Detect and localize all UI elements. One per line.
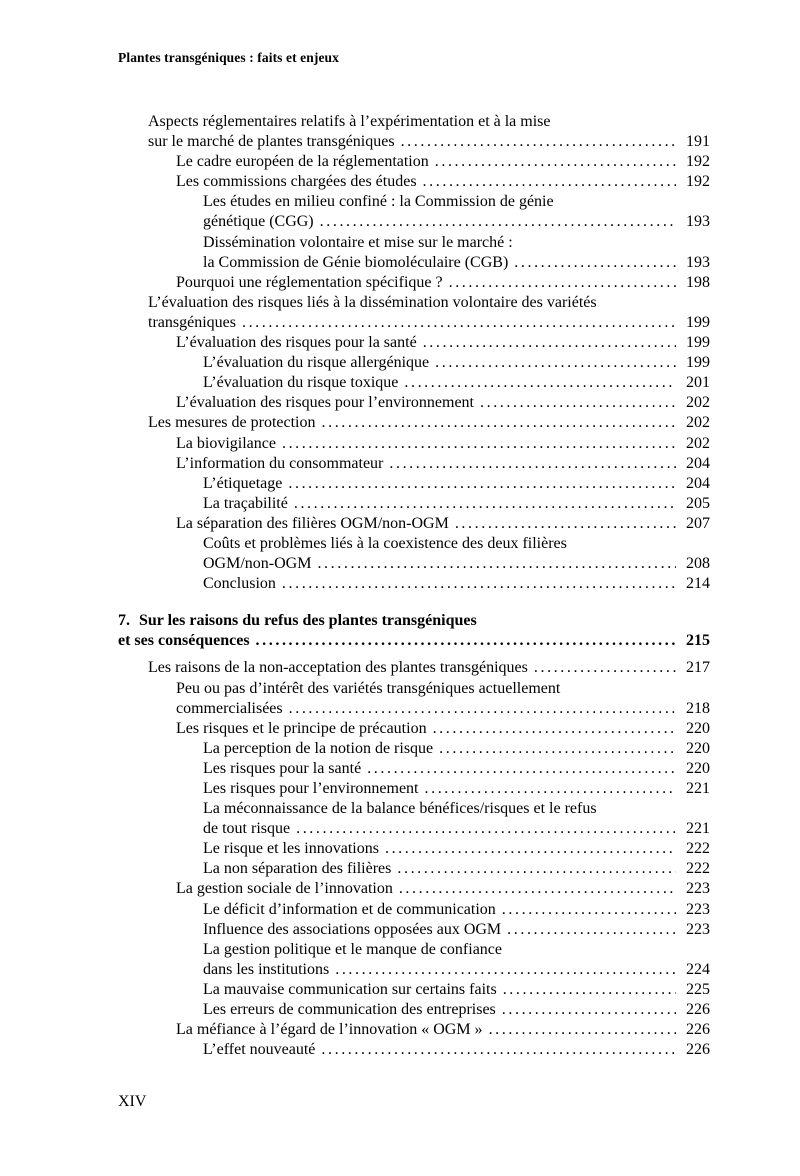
dot-leader <box>480 393 676 413</box>
toc-line <box>148 658 710 678</box>
toc-text: Influence des associations opposées aux OGM <box>203 920 502 938</box>
toc-page-number: 192 <box>686 173 710 191</box>
toc-text: La séparation des filières OGM/non-OGM <box>176 514 449 532</box>
toc-line <box>203 233 710 253</box>
toc-page-number: 224 <box>686 960 710 978</box>
toc-page-number: 204 <box>686 474 710 492</box>
toc-entry <box>203 839 710 859</box>
toc-text: commercialisées <box>176 699 283 717</box>
toc-entry <box>203 192 710 232</box>
toc-page-number: 199 <box>686 354 710 372</box>
dot-leader <box>502 1000 676 1020</box>
toc-line <box>176 172 710 192</box>
toc-entry <box>203 353 710 373</box>
dot-leader <box>317 554 676 574</box>
toc-entry <box>203 859 710 879</box>
toc-entry <box>176 454 710 474</box>
toc-line <box>148 293 710 313</box>
toc-page-number: 202 <box>686 434 710 452</box>
toc-entry <box>203 920 710 940</box>
toc-entry <box>176 1020 710 1040</box>
toc-page-number: 193 <box>686 253 710 271</box>
toc-page-number: 215 <box>686 632 710 650</box>
toc-line <box>118 611 710 631</box>
page-footer: XIV <box>118 1093 147 1110</box>
toc-text: La biovigilance <box>176 434 276 452</box>
dot-leader <box>423 333 676 353</box>
toc-text: L’évaluation des risques liés à la dissémination volontaire des variétés <box>148 293 597 311</box>
toc-page-number: 226 <box>686 1041 710 1059</box>
dot-leader <box>320 212 676 232</box>
toc-page-number: 192 <box>686 153 710 171</box>
toc-entry <box>203 534 710 574</box>
toc-line <box>203 980 710 1000</box>
toc-page-number: 202 <box>686 394 710 412</box>
toc-text: Le risque et les innovations <box>203 840 379 858</box>
toc-text: Les commissions chargées des études <box>176 173 417 191</box>
toc-text: et ses conséquences <box>118 632 250 650</box>
toc-page-number: 198 <box>686 273 710 291</box>
toc-line <box>203 940 710 960</box>
dot-leader <box>435 353 676 373</box>
toc-line <box>203 819 710 839</box>
dot-leader <box>256 631 676 651</box>
toc-entry <box>176 172 710 192</box>
toc-text: dans les institutions <box>203 960 330 978</box>
toc-page-number: 199 <box>686 313 710 331</box>
toc-line <box>203 1040 710 1060</box>
toc-entry <box>203 1000 710 1020</box>
toc-page-number: 222 <box>686 840 710 858</box>
dot-leader <box>288 474 676 494</box>
running-header: Plantes transgéniques : faits et enjeux <box>118 50 340 65</box>
dot-leader <box>389 454 676 474</box>
toc-page-number: 193 <box>686 213 710 231</box>
toc-text: La gestion sociale de l’innovation <box>176 880 393 898</box>
toc-text: La méfiance à l’égard de l’innovation « OGM » <box>176 1021 483 1039</box>
toc-line <box>176 679 710 699</box>
toc-text: La perception de la notion de risque <box>203 739 434 757</box>
chapter-number: 7. <box>118 612 130 630</box>
toc-entry <box>203 779 710 799</box>
toc-page-number: 202 <box>686 414 710 432</box>
toc-text: Les mesures de protection <box>148 414 316 432</box>
toc-line <box>148 132 710 152</box>
toc-line <box>203 960 710 980</box>
toc-entry <box>148 293 710 333</box>
toc-entry <box>203 574 710 594</box>
toc-page-number: 225 <box>686 980 710 998</box>
toc-line <box>203 253 710 273</box>
toc-text: La traçabilité <box>203 494 288 512</box>
dot-leader <box>514 253 676 273</box>
toc-text: Peu ou pas d’intérêt des variétés transgéniques actuellement <box>176 679 561 697</box>
toc-line <box>176 719 710 739</box>
dot-leader <box>423 172 676 192</box>
toc-text: Les risques pour l’environnement <box>203 780 419 797</box>
toc-text: La mauvaise communication sur certains faits <box>203 980 497 998</box>
toc-text: Les raisons de la non-acceptation des plantes transgéniques <box>148 659 528 677</box>
toc-line <box>176 434 710 454</box>
toc-page-number: 221 <box>686 780 710 797</box>
dot-leader <box>401 132 676 152</box>
toc-line <box>203 192 710 212</box>
toc-text: La non séparation des filières <box>203 860 392 878</box>
toc-page-number: 208 <box>686 555 710 573</box>
dot-leader <box>397 859 676 879</box>
toc-text: génétique (CGG) <box>203 213 314 231</box>
toc-line <box>203 574 710 594</box>
toc-entry <box>148 658 710 678</box>
toc-page-number: 223 <box>686 920 710 938</box>
toc-entry <box>176 514 710 534</box>
toc-line <box>203 554 710 574</box>
toc-text: L’effet nouveauté <box>203 1041 316 1059</box>
dot-leader <box>502 900 676 920</box>
toc-line <box>203 739 710 759</box>
toc-entry <box>203 233 710 273</box>
toc-page-number: 221 <box>686 820 710 838</box>
toc-text: Les études en milieu confiné : la Commission de génie <box>203 193 554 211</box>
toc-text: Sur les raisons du refus des plantes transgéniques <box>139 612 477 630</box>
toc-text: Le déficit d’information et de communication <box>203 900 496 918</box>
toc-page-number: 223 <box>686 900 710 918</box>
dot-leader <box>439 739 676 759</box>
dot-leader <box>503 980 676 1000</box>
toc-line <box>118 631 710 651</box>
toc-text: Les risques et le principe de précaution <box>176 719 427 737</box>
toc-line <box>203 534 710 554</box>
toc-line <box>176 699 710 719</box>
toc-line <box>176 273 710 293</box>
toc-line <box>203 353 710 373</box>
toc-page-number: 226 <box>686 1001 710 1019</box>
toc-page-number: 220 <box>686 739 710 757</box>
toc-page-number: 205 <box>686 494 710 512</box>
toc-entry <box>176 879 710 899</box>
toc-line <box>148 112 710 132</box>
toc-line <box>176 514 710 534</box>
toc-text: de tout risque <box>203 820 291 838</box>
toc-text: L’évaluation du risque toxique <box>203 374 399 392</box>
toc-line <box>203 799 710 819</box>
dot-leader <box>489 1020 676 1040</box>
toc-line <box>148 413 710 433</box>
dot-leader <box>321 1040 676 1060</box>
toc-entry <box>203 739 710 759</box>
toc-line <box>176 1020 710 1040</box>
toc-page-number: 201 <box>686 374 710 392</box>
toc-text: transgéniques <box>148 313 236 331</box>
toc-entry <box>203 940 710 980</box>
toc-text: L’évaluation du risque allergénique <box>203 354 430 372</box>
dot-leader <box>385 839 676 859</box>
toc-line <box>203 859 710 879</box>
toc-text: Dissémination volontaire et mise sur le marché : <box>203 233 513 251</box>
toc-text: OGM/non-OGM <box>203 555 312 573</box>
toc-line <box>203 212 710 232</box>
toc-page-number: 204 <box>686 454 710 472</box>
dot-leader <box>433 719 676 739</box>
toc-entry <box>203 900 710 920</box>
toc-text: la Commission de Génie biomoléculaire (CGB) <box>203 253 509 271</box>
toc-text: Les erreurs de communication des entreprises <box>203 1001 496 1019</box>
toc-entry <box>176 434 710 454</box>
toc-entry <box>203 494 710 514</box>
dot-leader <box>282 574 676 594</box>
toc-line <box>176 879 710 899</box>
toc-text: Coûts et problèmes liés à la coexistence des deux filières <box>203 534 567 552</box>
toc-line <box>176 454 710 474</box>
toc-entry <box>203 373 710 393</box>
dot-leader <box>296 819 676 839</box>
toc-page-number: 199 <box>686 334 710 352</box>
toc-page-number: 214 <box>686 575 710 593</box>
toc-line <box>176 393 710 413</box>
dot-leader <box>294 494 676 514</box>
toc-text: Pourquoi une réglementation spécifique ? <box>176 273 443 291</box>
toc-line <box>203 474 710 494</box>
dot-leader <box>425 779 677 799</box>
toc-entry <box>176 679 710 719</box>
toc-entry <box>148 413 710 433</box>
toc-page-number: 222 <box>686 860 710 878</box>
toc-line <box>176 152 710 172</box>
toc-line <box>203 373 710 393</box>
dot-leader <box>282 434 676 454</box>
toc-text: L’information du consommateur <box>176 454 384 472</box>
toc-entry <box>203 759 710 779</box>
toc-line <box>203 839 710 859</box>
toc-entry <box>203 474 710 494</box>
dot-leader <box>534 658 676 678</box>
dot-leader <box>507 920 676 940</box>
toc-text: sur le marché de plantes transgéniques <box>148 133 395 151</box>
dot-leader <box>289 699 676 719</box>
toc-entry <box>176 273 710 293</box>
toc-line <box>203 779 710 799</box>
toc-line <box>148 313 710 333</box>
toc-text: Le cadre européen de la réglementation <box>176 153 429 171</box>
toc-entry <box>176 719 710 739</box>
toc-entry <box>148 112 710 152</box>
toc-text: L’évaluation des risques pour la santé <box>176 334 417 352</box>
toc-line <box>176 333 710 353</box>
chapter-heading <box>118 611 710 651</box>
toc-entry <box>203 980 710 1000</box>
toc-line <box>203 1000 710 1020</box>
toc-page-number: 217 <box>686 659 710 677</box>
toc-line <box>203 900 710 920</box>
toc-text: Conclusion <box>203 575 276 593</box>
toc-entry <box>176 393 710 413</box>
toc-text: L’évaluation des risques pour l’environnement <box>176 394 474 412</box>
dot-leader <box>404 373 676 393</box>
toc-page-number: 220 <box>686 719 710 737</box>
dot-leader <box>399 879 676 899</box>
toc-line <box>203 494 710 514</box>
toc-page-number: 223 <box>686 880 710 898</box>
toc-page-number: 220 <box>686 759 710 777</box>
dot-leader <box>435 152 676 172</box>
toc-line <box>203 920 710 940</box>
toc-entry <box>203 799 710 839</box>
toc-text: La gestion politique et le manque de confiance <box>203 940 502 958</box>
toc-text: Aspects réglementaires relatifs à l’expérimentation et à la mise <box>148 113 551 130</box>
toc-text: Les risques pour la santé <box>203 759 362 777</box>
toc-entry <box>176 152 710 172</box>
toc-line <box>203 759 710 779</box>
dot-leader <box>322 413 677 433</box>
toc-entry <box>176 333 710 353</box>
toc-text: L’étiquetage <box>203 474 283 492</box>
toc-entry <box>203 1040 710 1060</box>
dot-leader <box>367 759 676 779</box>
dot-leader <box>335 960 676 980</box>
dot-leader <box>449 273 676 293</box>
toc-page-number: 207 <box>686 514 710 532</box>
toc-page-number: 218 <box>686 699 710 717</box>
toc-page-number: 226 <box>686 1021 710 1039</box>
dot-leader <box>455 514 676 534</box>
dot-leader <box>242 313 676 333</box>
toc <box>118 112 710 1060</box>
toc-page-number: 191 <box>686 133 710 151</box>
toc-text: La méconnaissance de la balance bénéfices/risques et le refus <box>203 800 597 818</box>
